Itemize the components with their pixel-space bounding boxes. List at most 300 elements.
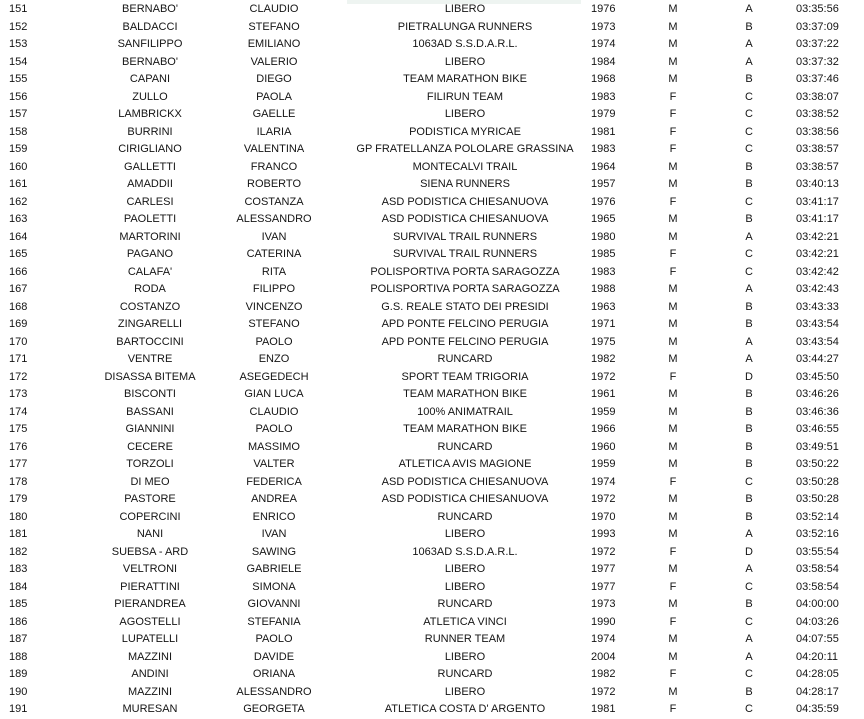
category-cell: B xyxy=(745,318,753,330)
position-cell: 191 xyxy=(9,703,28,715)
sex-cell: M xyxy=(668,160,678,173)
finish-time-cell: 04:00:00 xyxy=(796,598,839,610)
table-row xyxy=(0,316,864,334)
position-cell: 159 xyxy=(9,143,28,155)
surname-cell: VELTRONI xyxy=(122,563,178,575)
table-row xyxy=(0,649,864,667)
team-cell: LIBERO xyxy=(444,685,486,698)
table-row xyxy=(0,106,864,124)
position-cell: 154 xyxy=(9,55,28,68)
surname-cell: CECERE xyxy=(127,440,173,453)
sex-cell: M xyxy=(668,458,678,470)
category-cell: B xyxy=(745,510,753,523)
sex-cell: M xyxy=(668,528,678,540)
category-cell: D xyxy=(745,370,753,383)
birth-year-cell: 1979 xyxy=(591,108,616,120)
sex-cell: M xyxy=(668,685,678,698)
position-cell: 179 xyxy=(9,493,28,505)
firstname-cell: VINCENZO xyxy=(245,300,303,313)
position-cell: 178 xyxy=(9,475,28,488)
team-cell: SIENA RUNNERS xyxy=(420,178,510,190)
firstname-cell: FRANCO xyxy=(250,160,298,173)
finish-time-cell: 03:46:55 xyxy=(796,423,839,435)
finish-time-cell: 03:41:17 xyxy=(796,213,839,225)
team-cell: APD PONTE FELCINO PERUGIA xyxy=(381,318,549,330)
position-cell: 186 xyxy=(9,615,28,628)
position-cell: 174 xyxy=(9,405,28,418)
finish-time-cell: 03:50:22 xyxy=(796,458,839,470)
surname-cell: MAZZINI xyxy=(128,650,172,663)
firstname-cell: RITA xyxy=(261,265,287,278)
surname-cell: NANI xyxy=(136,528,164,540)
table-row xyxy=(0,474,864,492)
finish-time-cell: 04:07:55 xyxy=(796,633,839,645)
table-row xyxy=(0,596,864,614)
team-cell: POLISPORTIVA PORTA SARAGOZZA xyxy=(370,283,560,295)
category-cell: C xyxy=(745,475,753,488)
surname-cell: TORZOLI xyxy=(126,458,174,470)
sex-cell: M xyxy=(668,20,678,33)
table-row xyxy=(0,176,864,194)
position-cell: 167 xyxy=(9,283,28,295)
position-cell: 177 xyxy=(9,458,28,470)
firstname-cell: ALESSANDRO xyxy=(236,685,312,698)
team-cell: LIBERO xyxy=(444,108,486,120)
team-cell: LIBERO xyxy=(444,3,486,15)
category-cell: A xyxy=(745,3,753,15)
birth-year-cell: 1976 xyxy=(591,195,616,208)
position-cell: 180 xyxy=(9,510,28,523)
table-row xyxy=(0,491,864,509)
category-cell: B xyxy=(745,458,753,470)
birth-year-cell: 1970 xyxy=(591,510,616,523)
sex-cell: F xyxy=(669,475,677,488)
finish-time-cell: 04:20:11 xyxy=(796,650,839,663)
finish-time-cell: 03:46:36 xyxy=(796,405,839,418)
position-cell: 155 xyxy=(9,73,28,85)
finish-time-cell: 03:38:52 xyxy=(796,108,839,120)
team-cell: 100% ANIMATRAIL xyxy=(417,405,513,418)
sex-cell: M xyxy=(668,335,678,348)
team-cell: TEAM MARATHON BIKE xyxy=(403,73,527,85)
sex-cell: M xyxy=(668,73,678,85)
firstname-cell: VALENTINA xyxy=(243,143,305,155)
birth-year-cell: 1974 xyxy=(591,633,616,645)
table-row xyxy=(0,194,864,212)
sex-cell: M xyxy=(668,493,678,505)
team-cell: LIBERO xyxy=(444,528,486,540)
position-cell: 158 xyxy=(9,125,28,138)
sex-cell: M xyxy=(668,633,678,645)
finish-time-cell: 03:50:28 xyxy=(796,493,839,505)
sex-cell: M xyxy=(668,300,678,313)
sex-cell: F xyxy=(669,580,677,593)
position-cell: 166 xyxy=(9,265,28,278)
position-cell: 160 xyxy=(9,160,28,173)
surname-cell: PIERATTINI xyxy=(120,580,180,593)
category-cell: A xyxy=(745,563,753,575)
position-cell: 182 xyxy=(9,545,28,558)
surname-cell: MURESAN xyxy=(122,703,178,715)
sex-cell: M xyxy=(668,353,678,365)
team-cell: GP FRATELLANZA POLOLARE GRASSINA xyxy=(356,143,574,155)
finish-time-cell: 03:42:43 xyxy=(796,283,839,295)
surname-cell: MAZZINI xyxy=(128,685,172,698)
birth-year-cell: 1983 xyxy=(591,265,616,278)
position-cell: 181 xyxy=(9,528,28,540)
position-cell: 162 xyxy=(9,195,28,208)
category-cell: C xyxy=(745,703,753,715)
birth-year-cell: 1966 xyxy=(591,423,616,435)
birth-year-cell: 1959 xyxy=(591,405,616,418)
birth-year-cell: 1984 xyxy=(591,55,616,68)
position-cell: 151 xyxy=(9,3,28,15)
category-cell: A xyxy=(745,38,753,50)
birth-year-cell: 1975 xyxy=(591,335,616,348)
birth-year-cell: 1972 xyxy=(591,370,616,383)
surname-cell: BURRINI xyxy=(127,125,173,138)
surname-cell: CAPANI xyxy=(129,73,171,85)
birth-year-cell: 1973 xyxy=(591,20,616,33)
birth-year-cell: 1964 xyxy=(591,160,616,173)
team-cell: SURVIVAL TRAIL RUNNERS xyxy=(392,248,538,260)
surname-cell: SANFILIPPO xyxy=(117,38,183,50)
birth-year-cell: 1961 xyxy=(591,388,616,400)
team-cell: ASD PODISTICA CHIESANUOVA xyxy=(381,195,549,208)
table-row xyxy=(0,561,864,579)
category-cell: C xyxy=(745,615,753,628)
surname-cell: BALDACCI xyxy=(122,20,178,33)
firstname-cell: VALTER xyxy=(253,458,295,470)
birth-year-cell: 1977 xyxy=(591,563,616,575)
firstname-cell: SAWING xyxy=(251,545,297,558)
finish-time-cell: 04:35:59 xyxy=(796,703,839,715)
surname-cell: BERNABO' xyxy=(122,55,178,68)
category-cell: C xyxy=(745,125,753,138)
finish-time-cell: 03:38:56 xyxy=(796,125,839,138)
table-row xyxy=(0,614,864,632)
table-row xyxy=(0,404,864,422)
surname-cell: BERNABO' xyxy=(122,3,178,15)
category-cell: B xyxy=(745,213,753,225)
category-cell: B xyxy=(745,440,753,453)
finish-time-cell: 03:44:27 xyxy=(796,353,839,365)
sex-cell: F xyxy=(669,615,677,628)
sex-cell: M xyxy=(668,178,678,190)
category-cell: C xyxy=(745,580,753,593)
table-row xyxy=(0,19,864,37)
category-cell: B xyxy=(745,73,753,85)
position-cell: 163 xyxy=(9,213,28,225)
team-cell: G.S. REALE STATO DEI PRESIDI xyxy=(381,300,549,313)
firstname-cell: CATERINA xyxy=(246,248,302,260)
surname-cell: MARTORINI xyxy=(119,230,181,243)
surname-cell: CARLESI xyxy=(126,195,174,208)
surname-cell: RODA xyxy=(134,283,166,295)
finish-time-cell: 03:52:16 xyxy=(796,528,839,540)
position-cell: 176 xyxy=(9,440,28,453)
position-cell: 161 xyxy=(9,178,28,190)
firstname-cell: ENRICO xyxy=(252,510,296,523)
birth-year-cell: 1972 xyxy=(591,685,616,698)
surname-cell: PAOLETTI xyxy=(123,213,177,225)
table-row xyxy=(0,684,864,702)
sex-cell: F xyxy=(669,195,677,208)
surname-cell: GIANNINI xyxy=(125,423,175,435)
firstname-cell: GIAN LUCA xyxy=(244,388,304,400)
finish-time-cell: 03:43:54 xyxy=(796,335,839,348)
position-cell: 171 xyxy=(9,353,28,365)
birth-year-cell: 1983 xyxy=(591,90,616,103)
team-cell: PIETRALUNGA RUNNERS xyxy=(397,20,533,33)
table-row xyxy=(0,701,864,719)
category-cell: C xyxy=(745,143,753,155)
finish-time-cell: 03:58:54 xyxy=(796,563,839,575)
position-cell: 168 xyxy=(9,300,28,313)
birth-year-cell: 1972 xyxy=(591,545,616,558)
firstname-cell: COSTANZA xyxy=(244,195,304,208)
surname-cell: CALAFA' xyxy=(127,265,173,278)
finish-time-cell: 03:42:21 xyxy=(796,248,839,260)
finish-time-cell: 03:41:17 xyxy=(796,195,839,208)
surname-cell: BARTOCCINI xyxy=(116,335,184,348)
category-cell: A xyxy=(745,633,753,645)
team-cell: 1063AD S.S.D.A.R.L. xyxy=(412,38,518,50)
team-cell: LIBERO xyxy=(444,650,486,663)
team-cell: ASD PODISTICA CHIESANUOVA xyxy=(381,493,549,505)
firstname-cell: IVAN xyxy=(261,230,287,243)
firstname-cell: ANDREA xyxy=(251,493,297,505)
finish-time-cell: 03:43:33 xyxy=(796,300,839,313)
firstname-cell: FEDERICA xyxy=(246,475,302,488)
finish-time-cell: 03:38:57 xyxy=(796,143,839,155)
firstname-cell: ASEGEDECH xyxy=(239,370,309,383)
team-cell: LIBERO xyxy=(444,580,486,593)
finish-time-cell: 03:37:46 xyxy=(796,73,839,85)
category-cell: B xyxy=(745,160,753,173)
birth-year-cell: 1972 xyxy=(591,493,616,505)
firstname-cell: DIEGO xyxy=(256,73,292,85)
birth-year-cell: 1968 xyxy=(591,73,616,85)
category-cell: A xyxy=(745,283,753,295)
finish-time-cell: 03:35:56 xyxy=(796,3,839,15)
position-cell: 185 xyxy=(9,598,28,610)
sex-cell: M xyxy=(668,318,678,330)
sex-cell: M xyxy=(668,650,678,663)
birth-year-cell: 1977 xyxy=(591,580,616,593)
firstname-cell: STEFANO xyxy=(248,318,300,330)
sex-cell: M xyxy=(668,283,678,295)
finish-time-cell: 03:37:32 xyxy=(796,55,839,68)
sex-cell: F xyxy=(669,370,677,383)
category-cell: C xyxy=(745,195,753,208)
category-cell: B xyxy=(745,423,753,435)
position-cell: 156 xyxy=(9,90,28,103)
birth-year-cell: 1982 xyxy=(591,668,616,680)
sex-cell: M xyxy=(668,405,678,418)
birth-year-cell: 1981 xyxy=(591,703,616,715)
sex-cell: M xyxy=(668,3,678,15)
firstname-cell: GAELLE xyxy=(252,108,296,120)
birth-year-cell: 1959 xyxy=(591,458,616,470)
category-cell: A xyxy=(745,528,753,540)
team-cell: RUNCARD xyxy=(437,353,493,365)
table-row xyxy=(0,281,864,299)
sex-cell: F xyxy=(669,90,677,103)
category-cell: A xyxy=(745,353,753,365)
team-cell: LIBERO xyxy=(444,55,486,68)
category-cell: C xyxy=(745,108,753,120)
birth-year-cell: 1960 xyxy=(591,440,616,453)
finish-time-cell: 03:42:21 xyxy=(796,230,839,243)
firstname-cell: GABRIELE xyxy=(246,563,302,575)
sex-cell: F xyxy=(669,545,677,558)
firstname-cell: GIOVANNI xyxy=(247,598,301,610)
team-cell: RUNCARD xyxy=(437,510,493,523)
position-cell: 175 xyxy=(9,423,28,435)
birth-year-cell: 1973 xyxy=(591,598,616,610)
team-cell: ATLETICA VINCI xyxy=(423,615,507,628)
position-cell: 169 xyxy=(9,318,28,330)
team-cell: LIBERO xyxy=(444,563,486,575)
sex-cell: M xyxy=(668,440,678,453)
surname-cell: BASSANI xyxy=(126,405,174,418)
table-row xyxy=(0,509,864,527)
firstname-cell: ILARIA xyxy=(256,125,292,138)
birth-year-cell: 1971 xyxy=(591,318,616,330)
finish-time-cell: 03:55:54 xyxy=(796,545,839,558)
team-cell: RUNCARD xyxy=(437,598,493,610)
firstname-cell: CLAUDIO xyxy=(249,405,299,418)
surname-cell: CIRIGLIANO xyxy=(118,143,182,155)
sex-cell: F xyxy=(669,143,677,155)
category-cell: B xyxy=(745,178,753,190)
surname-cell: AGOSTELLI xyxy=(119,615,181,628)
team-cell: POLISPORTIVA PORTA SARAGOZZA xyxy=(370,265,560,278)
firstname-cell: PAOLO xyxy=(255,423,293,435)
finish-time-cell: 03:52:14 xyxy=(796,510,839,523)
finish-time-cell: 03:38:57 xyxy=(796,160,839,173)
table-row xyxy=(0,334,864,352)
surname-cell: LAMBRICKX xyxy=(118,108,182,120)
surname-cell: PASTORE xyxy=(124,493,176,505)
finish-time-cell: 03:37:09 xyxy=(796,20,839,33)
team-cell: ATLETICA AVIS MAGIONE xyxy=(398,458,532,470)
finish-time-cell: 03:58:54 xyxy=(796,580,839,593)
firstname-cell: DAVIDE xyxy=(253,650,295,663)
position-cell: 183 xyxy=(9,563,28,575)
category-cell: A xyxy=(745,230,753,243)
team-cell: SURVIVAL TRAIL RUNNERS xyxy=(392,230,538,243)
category-cell: A xyxy=(745,650,753,663)
table-row xyxy=(0,439,864,457)
category-cell: B xyxy=(745,598,753,610)
surname-cell: AMADDII xyxy=(127,178,173,190)
birth-year-cell: 1974 xyxy=(591,38,616,50)
firstname-cell: ORIANA xyxy=(252,668,296,680)
table-row xyxy=(0,421,864,439)
surname-cell: DISASSA BITEMA xyxy=(104,370,196,383)
surname-cell: LUPATELLI xyxy=(121,633,179,645)
category-cell: D xyxy=(745,545,753,558)
table-row xyxy=(0,666,864,684)
position-cell: 170 xyxy=(9,335,28,348)
finish-time-cell: 03:40:13 xyxy=(796,178,839,190)
sex-cell: M xyxy=(668,598,678,610)
category-cell: C xyxy=(745,248,753,260)
birth-year-cell: 1988 xyxy=(591,283,616,295)
team-cell: ATLETICA COSTA D' ARGENTO xyxy=(384,703,546,715)
firstname-cell: ROBERTO xyxy=(247,178,301,190)
finish-time-cell: 03:43:54 xyxy=(796,318,839,330)
position-cell: 184 xyxy=(9,580,28,593)
sex-cell: M xyxy=(668,38,678,50)
table-row xyxy=(0,369,864,387)
firstname-cell: STEFANIA xyxy=(247,615,301,628)
firstname-cell: VALERIO xyxy=(250,55,298,68)
firstname-cell: PAOLA xyxy=(256,90,292,103)
table-row xyxy=(0,229,864,247)
category-cell: C xyxy=(745,668,753,680)
surname-cell: BISCONTI xyxy=(124,388,176,400)
firstname-cell: PAOLO xyxy=(255,335,293,348)
sex-cell: M xyxy=(668,388,678,400)
table-row xyxy=(0,159,864,177)
table-row xyxy=(0,456,864,474)
table-row xyxy=(0,544,864,562)
team-cell: RUNNER TEAM xyxy=(424,633,506,645)
table-row xyxy=(0,631,864,649)
finish-time-cell: 04:28:17 xyxy=(796,685,839,698)
table-row xyxy=(0,264,864,282)
surname-cell: COSTANZO xyxy=(119,300,181,313)
sex-cell: F xyxy=(669,265,677,278)
surname-cell: ANDINI xyxy=(131,668,169,680)
finish-time-cell: 03:37:22 xyxy=(796,38,839,50)
category-cell: B xyxy=(745,20,753,33)
team-cell: PODISTICA MYRICAE xyxy=(409,125,521,138)
sex-cell: M xyxy=(668,55,678,68)
table-row xyxy=(0,386,864,404)
table-row xyxy=(0,579,864,597)
firstname-cell: CLAUDIO xyxy=(249,3,299,15)
sex-cell: F xyxy=(669,703,677,715)
team-cell: 1063AD S.S.D.A.R.L. xyxy=(412,545,518,558)
firstname-cell: ALESSANDRO xyxy=(236,213,312,225)
firstname-cell: MASSIMO xyxy=(248,440,300,453)
sex-cell: M xyxy=(668,230,678,243)
surname-cell: VENTRE xyxy=(127,353,173,365)
table-row xyxy=(0,36,864,54)
firstname-cell: IVAN xyxy=(261,528,287,540)
sex-cell: F xyxy=(669,248,677,260)
sex-cell: F xyxy=(669,125,677,138)
birth-year-cell: 1976 xyxy=(591,3,616,15)
team-cell: SPORT TEAM TRIGORIA xyxy=(401,370,529,383)
finish-time-cell: 03:45:50 xyxy=(796,370,839,383)
position-cell: 152 xyxy=(9,20,28,33)
birth-year-cell: 1993 xyxy=(591,528,616,540)
team-cell: ASD PODISTICA CHIESANUOVA xyxy=(381,475,549,488)
team-cell: ASD PODISTICA CHIESANUOVA xyxy=(381,213,549,225)
firstname-cell: ENZO xyxy=(258,353,290,365)
table-row xyxy=(0,526,864,544)
position-cell: 188 xyxy=(9,650,28,663)
category-cell: B xyxy=(745,388,753,400)
table-row xyxy=(0,246,864,264)
finish-time-cell: 03:42:42 xyxy=(796,265,839,278)
team-cell: RUNCARD xyxy=(437,440,493,453)
